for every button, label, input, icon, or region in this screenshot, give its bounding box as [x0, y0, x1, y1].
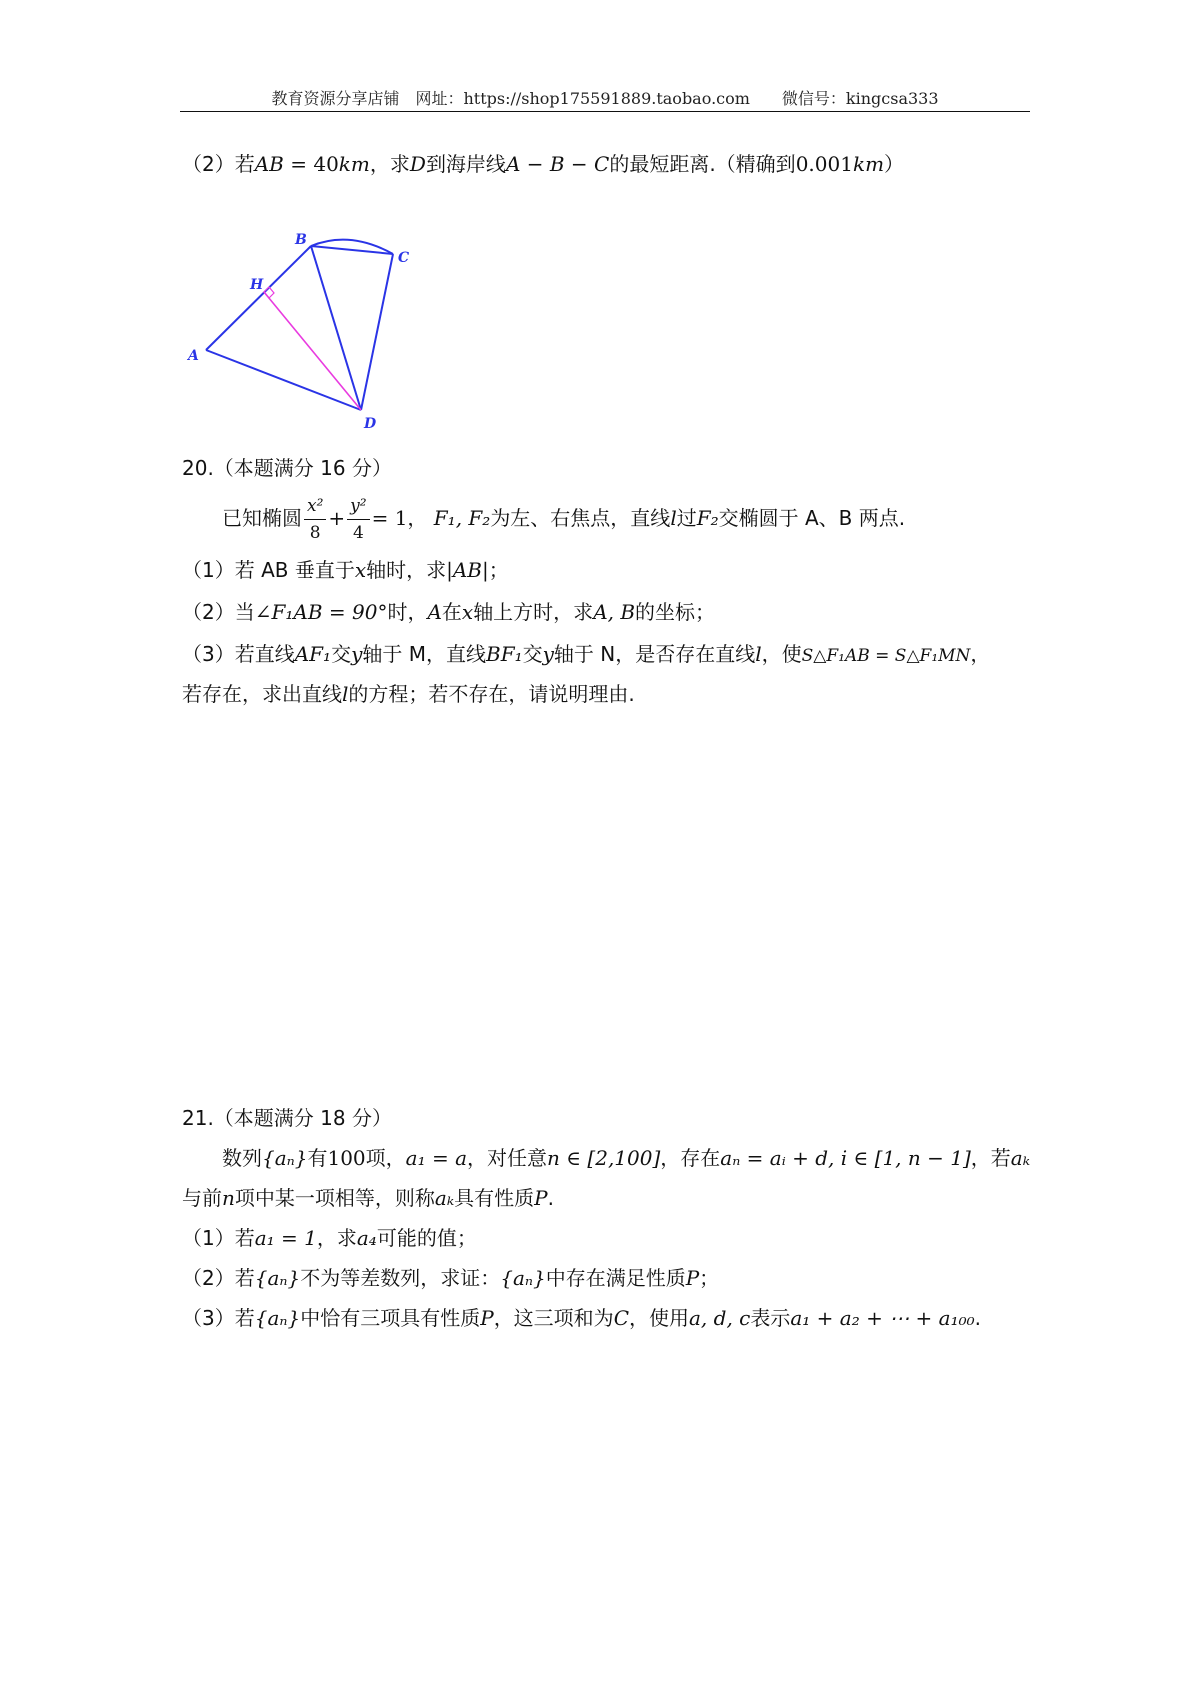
- q20-foci: F₁, F₂: [433, 506, 491, 530]
- q20-p2-x: x: [461, 600, 474, 624]
- q20-p2-mid3: 轴上方时，求: [473, 600, 594, 624]
- q21-seq: {aₙ}: [262, 1146, 308, 1170]
- q21-p3-mid: 中恰有三项具有性质: [300, 1306, 481, 1330]
- q20-part2: [182, 598, 715, 626]
- q20-part3-line2: [182, 680, 635, 708]
- segment-hd: [264, 292, 361, 410]
- q19-p2-prefix: （2）若: [182, 152, 255, 176]
- q21-p3-c: C: [613, 1306, 629, 1330]
- q21-p2-mid: 不为等差数列，求证：: [300, 1266, 501, 1290]
- q20-intro-mid: 为左、右焦点，直线: [490, 506, 671, 530]
- q20-intro-prefix: 已知椭圆: [222, 506, 302, 530]
- q21-line2-mid2: 具有性质: [454, 1186, 535, 1210]
- q21-p1-end: 可能的值；: [376, 1226, 477, 1250]
- q21-p2-prefix: （2）若: [182, 1266, 255, 1290]
- q21-p1-mid: ，求: [316, 1226, 357, 1250]
- q21-intro-1: 有: [307, 1146, 328, 1170]
- q20-p3-mid5: ，使: [761, 642, 802, 666]
- label-a: A: [188, 348, 199, 364]
- q20-p3-mid4: 轴于 N，是否存在直线: [553, 642, 756, 666]
- q20-p3-line2-prefix: 若存在，求出直线: [182, 682, 342, 706]
- frac2-numerator: y²: [347, 493, 369, 520]
- q21-p2-seq: {aₙ}: [254, 1266, 301, 1290]
- q20-p2-end: 的坐标；: [635, 600, 716, 624]
- q19-p2-text3: 的最短距离.（精确到: [609, 152, 796, 176]
- q20-p2-mid: 时，: [387, 600, 428, 624]
- q21-intro: [222, 1144, 1030, 1172]
- q21-p1-a1: a₁ = 1: [254, 1226, 317, 1250]
- q21-line2-n: n: [222, 1186, 235, 1210]
- segment-cd: [361, 254, 393, 410]
- q19-p2-precision: 0.001: [795, 152, 853, 176]
- label-h: H: [250, 277, 264, 293]
- q21-p3-seq: {aₙ}: [254, 1306, 301, 1330]
- q21-p3-mid2: ，这三项和为: [493, 1306, 614, 1330]
- q21-p3-end: .: [974, 1306, 981, 1330]
- header-rule: [180, 111, 1030, 112]
- q21-intro-line2: [182, 1184, 554, 1212]
- q21-p2-seq2: {aₙ}: [500, 1266, 546, 1290]
- q20-p2-ab: A, B: [593, 600, 636, 624]
- q21-intro-5: ，若: [970, 1146, 1011, 1170]
- q20-p1-abs-ab: |AB|: [446, 558, 489, 582]
- q19-part2: [182, 150, 904, 178]
- q21-p2-mid2: 中存在满足性质: [545, 1266, 686, 1290]
- q21-p3-prefix: （3）若: [182, 1306, 255, 1330]
- frac2-denominator: 4: [352, 523, 364, 543]
- label-c: C: [398, 250, 410, 266]
- q21-p3-mid3: ，使用: [629, 1306, 689, 1330]
- q21-intro-3: ，对任意: [467, 1146, 548, 1170]
- q21-intro-prefix: 数列: [222, 1146, 262, 1170]
- q20-intro-tail: 交椭圆于 A、B 两点.: [718, 506, 906, 530]
- q21-a1-eq: a₁ = a: [405, 1146, 468, 1170]
- q21-p3-p: P: [480, 1306, 494, 1330]
- q19-p2-unit: km: [338, 152, 370, 176]
- q21-p2-p: P: [685, 1266, 700, 1290]
- q20-p3-mid: 交: [331, 642, 352, 666]
- q21-n-range: n ∈ [2,100]: [547, 1146, 661, 1170]
- q20-p3-mid2: 轴于 M，直线: [362, 642, 487, 666]
- segment-ad: [206, 350, 361, 410]
- q20-p3-y: y: [351, 642, 363, 666]
- label-d: D: [364, 416, 377, 432]
- q21-line2-p: P: [534, 1186, 548, 1210]
- page-header: 教育资源分享店铺 网址：https://shop175591889.taobao.com 微信号：kingcsa333: [271, 89, 939, 108]
- q20-p2-a: A: [427, 600, 442, 624]
- q20-p3-area-eq: S△F₁AB = S△F₁MN: [801, 646, 971, 666]
- q20-f2: F₂: [696, 506, 719, 530]
- q21-p3-mid4: 表示: [750, 1306, 791, 1330]
- q20-p1-end: ；: [488, 558, 509, 582]
- q21-line2-prefix: 与前: [182, 1186, 222, 1210]
- q20-p2-angle: ∠F₁AB = 90°: [254, 600, 388, 624]
- q20-line-l: l: [670, 506, 677, 530]
- q20-intro-mid2: 过: [676, 506, 697, 530]
- q21-line2-end: .: [547, 1186, 554, 1210]
- q20-p3-prefix: （3）若直线: [182, 642, 295, 666]
- q20-p2-prefix: （2）当: [182, 600, 255, 624]
- q19-p2-d: D: [409, 152, 426, 176]
- q20-intro: [222, 490, 905, 546]
- q19-p2-coastline: A − B − C: [505, 152, 610, 176]
- q20-p3-af1: AF₁: [294, 642, 332, 666]
- q20-p3-line2-end: 的方程；若不存在，请说明理由.: [348, 682, 635, 706]
- frac1-denominator: 8: [309, 523, 321, 543]
- label-b: B: [295, 232, 307, 248]
- plus-sign: +: [328, 506, 346, 530]
- q20-eq1: = 1，: [371, 506, 428, 530]
- q20-p3-end: ，: [970, 642, 991, 666]
- q21-part3: [182, 1304, 981, 1332]
- q21-line2-mid: 项中某一项相等，则称: [234, 1186, 435, 1210]
- q20-part3: [182, 640, 990, 670]
- q20-p1-x: x: [354, 558, 367, 582]
- q19-p2-unit2: km: [852, 152, 885, 176]
- segment-bd: [311, 246, 361, 410]
- q21-p1-prefix: （1）若: [182, 1226, 255, 1250]
- q20-p1-mid: 轴时，求: [366, 558, 447, 582]
- q21-title: 21.（本题满分 18 分）: [182, 1106, 392, 1130]
- q21-part2: [182, 1264, 719, 1292]
- q21-line2-ak: aₖ: [434, 1186, 455, 1210]
- q20-p3-line2-l: l: [342, 682, 349, 706]
- segment-ab: [206, 246, 311, 350]
- q20-p3-l: l: [755, 642, 762, 666]
- q21-ak: aₖ: [1010, 1146, 1030, 1170]
- q20-p3-y2: y: [542, 642, 554, 666]
- q20-p2-mid2: 在: [441, 600, 462, 624]
- q19-p2-text2: 到海岸线: [425, 152, 506, 176]
- fraction-x2-8: [304, 493, 326, 546]
- q21-p3-adc: a, d, c: [689, 1306, 751, 1330]
- q19-p2-eq: = 40: [283, 152, 339, 176]
- fraction-y2-4: [347, 493, 369, 546]
- frac1-numerator: x²: [304, 493, 326, 520]
- q21-100: 100: [327, 1146, 366, 1170]
- q20-p1-prefix: （1）若 AB 垂直于: [182, 558, 355, 582]
- q21-intro-4: ，存在: [660, 1146, 721, 1170]
- q21-intro-2: 项，: [365, 1146, 406, 1170]
- q19-p2-ab: AB: [254, 152, 284, 176]
- q21-part1: [182, 1224, 477, 1252]
- q20-p3-mid3: 交: [522, 642, 543, 666]
- q21-p1-a4: a₄: [356, 1226, 377, 1250]
- geometry-diagram: [180, 232, 440, 432]
- q21-p2-end: ；: [699, 1266, 720, 1290]
- q20-p3-bf1: BF₁: [486, 642, 523, 666]
- q21-p3-sum: a₁ + a₂ + ⋯ + a₁₀₀: [790, 1306, 975, 1330]
- q19-p2-end: ）: [884, 152, 905, 176]
- q19-p2-text: ，求: [369, 152, 410, 176]
- q21-an-eq: aₙ = aᵢ + d, i ∈ [1, n − 1]: [720, 1146, 971, 1170]
- q20-part1: [182, 556, 509, 584]
- q20-title: 20.（本题满分 16 分）: [182, 456, 392, 480]
